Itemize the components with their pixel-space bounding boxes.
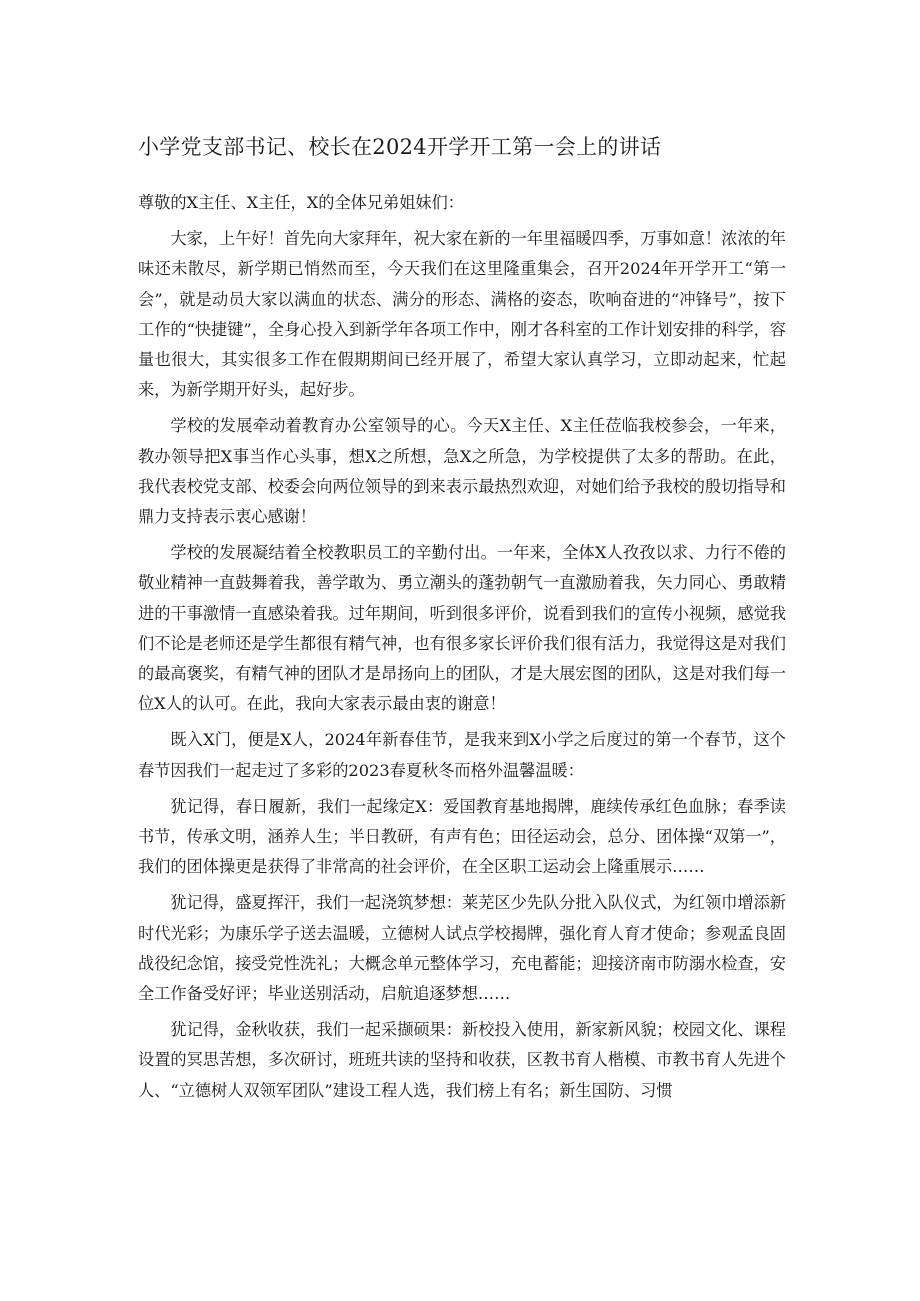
document-title: 小学党支部书记、校长在2024开学开工第一会上的讲话 xyxy=(138,135,662,159)
salutation: 尊敬的X主任、X主任，X的全体兄弟姐妹们： xyxy=(138,193,464,212)
paragraph-spring-memories: 犹记得，春日履新，我们一起缘定X：爱国教育基地揭牌，鹿续传承红色血脉；春季读书节，传承文明，涵养人生；半日教研，有声有色；田径运动会，总分、团体操“双第一”，我们的团体操更是获得了非常高的社会评价，在全区职工运动会上隆重展示…… xyxy=(138,796,786,877)
paragraph-staff-thanks: 学校的发展凝结着全校教职员工的辛勤付出。一年来，全体X人孜孜以求、力行不倦的敬业精神一直鼓舞着我，善学敢为、勇立潮头的蓬勃朝气一直激励着我，矢力同心、勇敢精进的干事激情一直感染着我。过年期间，听到很多评价，说看到我们的宣传小视频，感觉我们不论是老师还是学生都很有精气神，也有很多家长评价我们很有活力，我觉得这是对我们的最高褒奖，有精气神的团队才是昂扬向上的团队，才是大展宏图的团队，这是对我们每一位X人的认可。在此，我向大家表示最由衷的谢意！ xyxy=(138,543,786,714)
paragraph-autumn-memories: 犹记得，金秋收获，我们一起采撷硕果：新校投入使用，新家新风貌；校园文化、课程设置的冥思苦想，多次研讨，班班共读的坚持和收获，区教书育人楷模、市教书育人先进个人、“立德树人双领军团队”建设工程人选，我们榜上有名；新生国防、习惯 xyxy=(138,1020,786,1100)
paragraph-greeting: 大家，上午好！首先向大家拜年，祝大家在新的一年里福暖四季，万事如意！浓浓的年味还未散尽，新学期已悄然而至，今天我们在这里隆重集会，召开2024年开学开工“第一会”，就是动员大家以满血的状态、满分的形态、满格的姿态，吹响奋进的“冲锋号”，按下工作的“快捷键”，全身心投入到新学年各项工作中，刚才各科室的工作计划安排的科学，容量也很大，其实很多工作在假期期间已经开展了，希望大家认真学习，立即动起来，忙起来，为新学期开好头，起好步。 xyxy=(138,229,786,400)
paragraph-leaders-thanks: 学校的发展牵动着教育办公室领导的心。今天X主任、X主任莅临我校参会，一年来，教办领导把X事当作心头事，想X之所想，急X之所急，为学校提供了太多的帮助。在此，我代表校党支部、校委会向两位领导的到来表示最热烈欢迎，对她们给予我校的殷切指导和鼎力支持表示衷心感谢！ xyxy=(138,416,786,527)
paragraph-spring-festival: 既入X门，便是X人，2024年新春佳节，是我来到X小学之后度过的第一个春节，这个春节因我们一起走过了多彩的2023春夏秋冬而格外温馨温暖： xyxy=(138,730,786,780)
document-body xyxy=(138,188,786,1112)
paragraph-summer-memories: 犹记得，盛夏挥汗，我们一起浇筑梦想：莱芜区少先队分批入队仪式，为红领巾增添新时代光彩；为康乐学子送去温暖，立德树人试点学校揭牌，强化育人育才使命；参观孟良固战役纪念馆，接受党性洗礼；大概念单元整体学习，充电蓄能；迎接济南市防溺水检查，安全工作备受好评；毕业送别活动，启航追逐梦想…… xyxy=(138,893,786,1004)
